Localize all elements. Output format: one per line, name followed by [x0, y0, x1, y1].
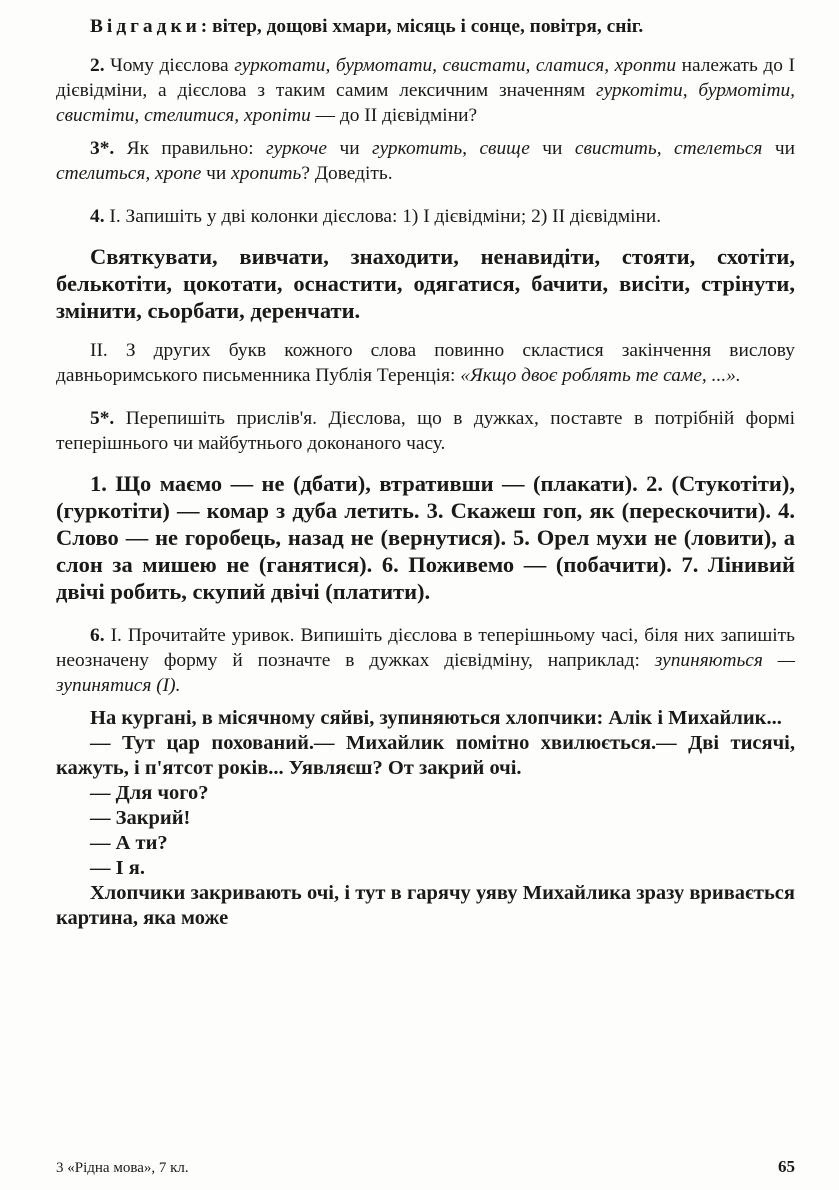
exercise-3-text: чи: [327, 138, 373, 159]
exercise-4-words: Святкувати, вивчати, знаходити, ненавидіти, стояти, схотіти, белькотіти, цокотати, оснастити, одягатися, бачити, висіти, стрінути, змінити, сьорбати, деренчати.: [56, 244, 795, 323]
exercise-6: [56, 623, 795, 698]
dialogue-line-3: — А ти?: [90, 832, 168, 854]
story-paragraph-1: На кургані, в місячному сяйві, зупиняються хлопчики: Алік і Михайлик...: [90, 707, 782, 729]
exercise-6-text: І. Прочитайте уривок. Випишіть дієслова в теперішньому часі, біля них запишіть неозначену форму й позначте в дужках дієвідміну, наприклад:: [56, 625, 795, 671]
exercise-5-proverbs: 1. Що маємо — не (дбати), втративши — (плакати). 2. (Стукотіти), (гуркотіти) — комар з дуба летить. 3. Скажеш гоп, як (перескочити). 4. Слово — не горобець, назад не (вернутися). 5. Орел мухи не (ловити), а слон за мишею не (ганятися). 6. Поживемо — (побачити). 7. Лінивий двічі робить, скупий двічі (платити).: [56, 471, 795, 604]
exercise-2-verbs-1: гуркотати, бурмотати, свистати, слатися, хропти: [234, 55, 677, 76]
exercise-5-number: 5*.: [90, 408, 115, 429]
exercise-3-text: Як правильно:: [114, 138, 267, 159]
dialogue-line-1: — Для чого?: [90, 782, 209, 804]
exercise-4-number: 4.: [90, 206, 105, 227]
exercise-3-form: гуркоче: [266, 138, 328, 159]
answers-label: Відгадки: [90, 16, 201, 37]
exercise-3-form: свистить, стелеться: [574, 138, 763, 159]
page-number: 65: [778, 1157, 795, 1176]
exercise-4-task-1: [56, 204, 795, 229]
answers-sep: :: [200, 16, 208, 37]
exercise-3-form: стелиться, хропе: [56, 163, 202, 184]
story-paragraph-3: Хлопчики закривають очі, і тут в гарячу уяву Михайлика зразу вривається картина, яка може: [56, 882, 795, 929]
exercise-3-form: гуркотить, свище: [372, 138, 530, 159]
exercise-2-text: Чому дієслова: [104, 55, 235, 76]
dialogue-line-4: — І я.: [90, 857, 145, 879]
exercise-3: [56, 136, 795, 186]
exercise-4-text: І. Запишіть у дві колонки дієслова: 1) І дієвідміни; 2) ІІ дієвідміни.: [104, 206, 662, 227]
footer-book-title: 3 «Рідна мова», 7 кл.: [56, 1160, 189, 1176]
exercise-3-number: 3*.: [90, 138, 115, 159]
exercise-4-quote: «Якщо двоє роблять те саме, ...».: [460, 365, 741, 386]
exercise-6-number: 6.: [90, 625, 105, 646]
story-paragraph-2: — Тут цар похований.— Михайлик помітно хвилюється.— Дві тисячі, кажуть, і п'ятсот років... Уявляєш? От закрий очі.: [56, 732, 795, 779]
exercise-5-text: Перепишіть прислів'я. Дієслова, що в дужках, поставте в потрібній формі теперішнього чи майбутнього доконаного часу.: [56, 408, 795, 454]
exercise-6-example: зупиняються — зупинятися (І).: [56, 650, 795, 696]
exercise-3-form: хропить: [231, 163, 302, 184]
exercise-3-text: чи: [201, 163, 232, 184]
exercise-4-task-2: [56, 338, 795, 388]
exercise-3-text: чи: [762, 138, 795, 159]
exercise-5: [56, 406, 795, 456]
dialogue-line-2: — Закрий!: [90, 807, 191, 829]
exercise-2-verbs-2: гуркотіти, бурмотіти, свистіти, стелитися, хропіти: [56, 80, 795, 126]
exercise-2-text: належать до І дієвідміни, а дієслова з таким самим лексичним значенням: [56, 55, 796, 101]
answers-text: вітер, дощові хмари, місяць і сонце, повітря, сніг.: [207, 16, 644, 37]
answers-paragraph: [56, 14, 795, 39]
exercise-2: [56, 53, 795, 128]
exercise-3-text: чи: [529, 138, 575, 159]
exercise-2-number: 2.: [90, 55, 105, 76]
exercise-3-text: ? Доведіть.: [301, 163, 393, 184]
page-footer: [56, 1157, 795, 1177]
exercise-2-text: — до ІІ дієвідміни?: [310, 105, 478, 126]
exercise-4-text-2: ІІ. З других букв кожного слова повинно скластися закінчення вислову давньоримського письменника Публія Теренція:: [56, 340, 795, 386]
